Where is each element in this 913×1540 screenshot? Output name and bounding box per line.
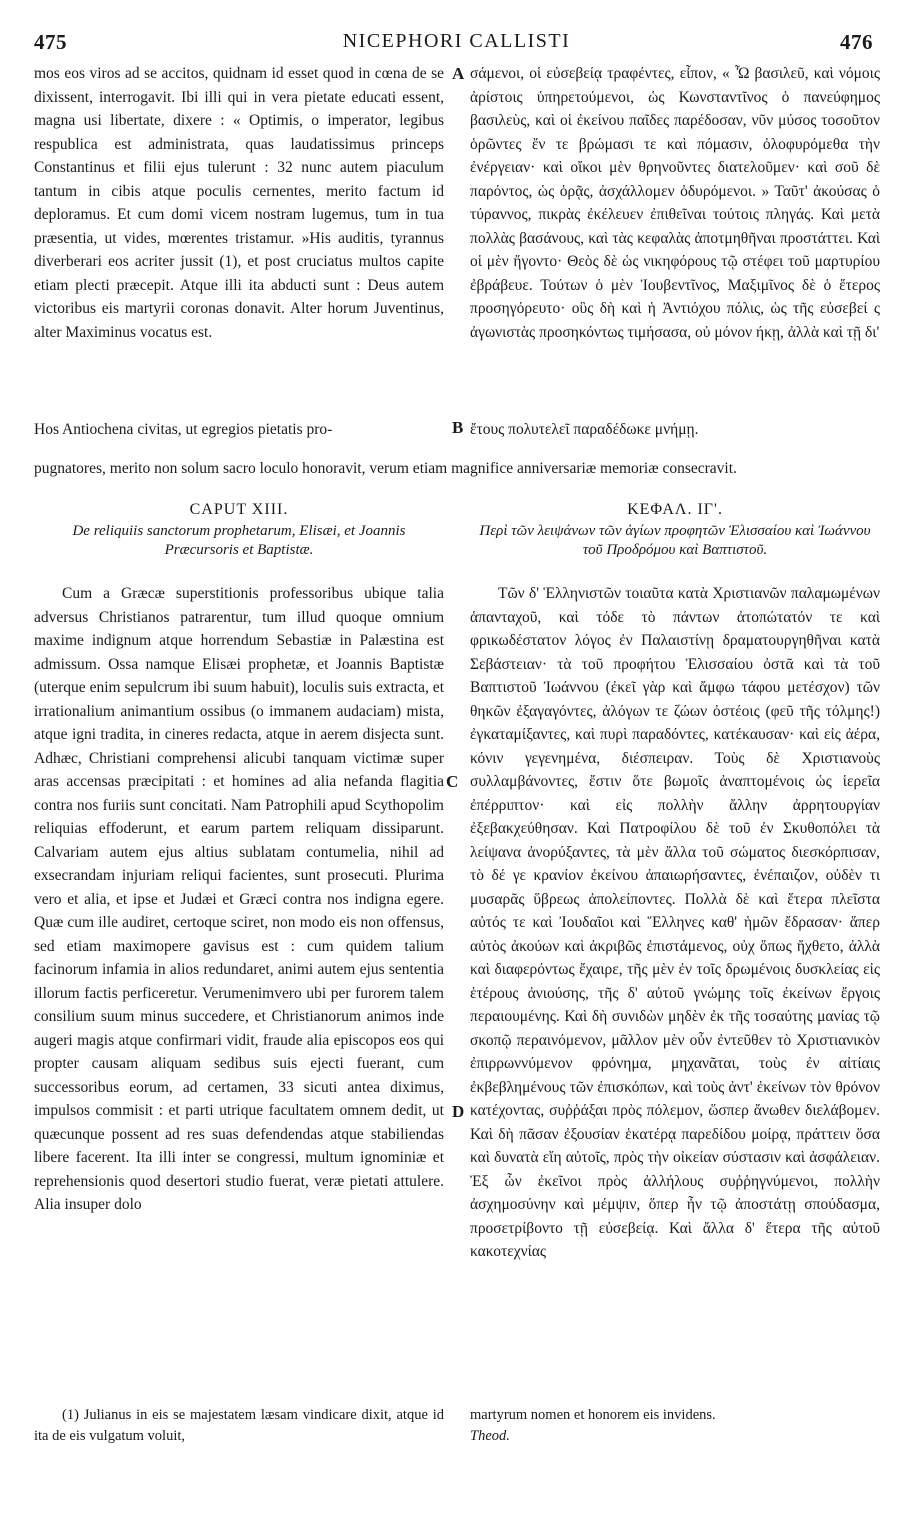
greek-top-text: σάμενοι, οἱ εὐσεβείᾳ τραφέντες, εἶπον, « Ὦ βασιλεῦ, καὶ νόμοις ἀρίστοις ὑπηρετούμενοι, ὡς Κωνσταντῖνος ὁ πανεύφημος βασιλεὺς, καὶ οἱ ἐκείνου παῖδες παρέδοσαν, νῦν μύσος τοσοῦτον ὁρῶντες ἔν τε βρώμασι τε καὶ πόμασιν, ὀλοφυρόμεθα τὴν ἐνέργειαν· καὶ οἴκοι μὲν θρηνοῦντες διατελοῦμεν· καὶ σοῦ δὲ παρόντος, ὡς ὁρᾷς, ἀσχάλλομεν ὀδυρόμενοι. » Ταῦτ' ἀκούσας ὁ τύραννος, πικρὰς ἐκέλευεν ἐπιθεῖναι τούτοις πληγάς. Καὶ μετὰ πολλὰς βασάνους, καὶ τὰς κεφαλὰς ἀποτμηθῆναι προστάττει. Καὶ οἱ μὲν ἤγοντο· Θεὸς δὲ ὡς νικηφόρους τῷ στέφει τοῦ μαρτυρίου ἐβράβευε. Τούτων ὁ μὲν Ἰουβεντῖνος, Μαξιμῖνος δὲ ὁ ἕτερος προσηγόρευτο· οὓς δὴ καὶ ἡ Ἀντιόχου πόλις, ὡς τῆς εὐσεβεί ς ἀγωνιστὰς προσηκόντως τιμήσασα, οὐ μόνον ήκῃ, ἀλλὰ καὶ τῇ δι' (470, 65, 880, 341)
latin-top-continuation-text: pugnatores, merito non solum sacro loculo honoravit, verum etiam magnifice anniversariæ memoriæ consecravit. (34, 459, 737, 477)
footnote-reference: Theod. (470, 1428, 510, 1444)
margin-letter-b: B (452, 418, 464, 437)
right-footnote (470, 1405, 880, 1447)
margin-letter-d: D (452, 1102, 465, 1121)
greek-chapter-title: ΚΕΦΑΛ. ΙΓ'. (627, 501, 723, 518)
page-number-right: 476 (840, 30, 873, 54)
latin-top-column (34, 62, 444, 417)
greek-body-text: Τῶν δ' Ἑλληνιστῶν τοιαῦτα κατὰ Χριστιανῶν παλαμωμένων ἁπανταχοῦ, καὶ τόδε τὸ πάντων ἀτοπώτατόν τε καὶ φρικωδέστατον λόγος ἐν Παλαιστίνῃ δραματουργηθῆναι κατὰ Σεβάστειαν· τὰ τοῦ προφήτου Ἐλισσαίου ὀστᾶ καὶ τὰ τοῦ Βαπτιστοῦ Ἰωάννου (ἐκεῖ γὰρ καὶ ἄμφω τάφου μετέσχον) τῶν θηκῶν ἐξαγαγόντες, ἀλόγων τε ζώων ὀστέοις (φεῦ τῆς τόλμης!) ἐγκαταμίξαντες, καὶ πυρὶ παραδόντες, κατέκαυσαν· καὶ εἰς ἀέρα, κόνιν γεγενημένα, διέσπειραν. Τοὺς δὲ Χριστιανοὺς συλλαμβάνοντες, ἔστιν ὅτε βωμοῖς ἀναπτομένοις ὡς ἱερεῖα ἐπέρριπτον· καὶ εἰς πολλὴν ἄλλην ἀρρητουργίαν ἐξεβακχεύθησαν. Καὶ Πατροφίλου δὲ τοῦ ἐν Σκυθοπόλει τὰ λείψανα ἀνορύξαντες, τὰ μὲν ἄλλα τοῦ σώματος διεσκόρπισαν, τὸ δέ γε κρανίον ἐκείνου ἀπαιωρήσαντες, ἐνέπαιζον, οὐδὲν τι μυσαρᾶς ὕβρεως ἀπολείποντες. Πολλὰ δὲ καὶ ἕτερα πλεῖστα αὐτός τε καὶ Ἰουδαῖοι καὶ Ἕλληνες καθ' ἡμῶν ἔδρασαν· ἅπερ αὐτὸς ἀκούων καὶ ἀκριβῶς ἐπιστάμενος, οὐχ ὅπως ἤχθετο, ἀλλὰ καὶ διαφερόντως ἔχαιρε, τῆς μὲν ἐν τοῖς δρωμένοις δυσκλείας εἰς ἑτέρους ἀνιούσης, τῆς δ' αὐτοῦ γνώμης τοῖς ἐκείνων ἔργοις περαιουμένης. Καὶ δὴ συνιδὼν μηδὲν ἐκ τῆς τοσαύτης μανίας τῷ σκοπῷ περαινόμενον, μᾶλλον μὲν οὖν ἐντεῦθεν τὸ Χριστιανικὸν ἐπιρρωννύμενον φρόνημα, μηχανᾶται, τοὺς ἐν αἰτίαις ἐκβεβλημένους τῶν ἐπισκόπων, καὶ τοὺς ἀντ' ἐκείνων τὸν θρόνον κατέχοντας, συῤῥάξαι πρὸς πόλεμον, ὥσπερ ἄνωθεν διελάβομεν. Καὶ δὴ πᾶσαν ἐξουσίαν ἑκατέρᾳ παρεδίδου μοίρᾳ, πράττειν ὅσα καὶ δυνατὰ εἴη αὐτοῖς, πρὸς τὴν οἰκείαν σύστασιν καὶ ἀσφάλειαν. Ἐξ ὧν ἐκεῖνοι πρὸς ἀλλήλους συῤῥηγνύμενοι, πολλὴν ἀσχημοσύνην καὶ μέμψιν, ὅπερ ἦν τῷ ἀποστάτῃ σπούδασμα, προσετρίβοντο τῇ εὐσεβείᾳ. Καὶ ἄλλα δ' ἕτερα τῆς αὐτοῦ κακοτεχνίας (470, 585, 880, 1260)
latin-body-text: Cum a Græcæ superstitionis professoribus ubique talia adversus Christianos patrarentur, tum illud quoque omnium maxime indignum atque horrendum Sebastiæ in Palæstina est admissum. Ossa namque Elisæi prophetæ, et Joannis Baptistæ (uterque enim sepulcrum ibi suum habuit), loculis suis extracta, et irrationalium animantium ossibus (o immanem audaciam) mista, atque igni tradita, in cineres redacta, atque in aerem disjecta sunt. Adhæc, Christiani comprehensi alicubi tanquam victimæ super aras accensas præcipitati : et homines ad alia nefanda flagitia contra nos furiis sunt concitati. Nam Patrophili apud Scythopolim reliquias effoderunt, et earum partem reliquam dissiparunt. Calvariam autem ejus altius sublatam contumelia, nihil ad exsecrandam injuriam reliqui facientes, sunt prosecuti. Plurima vero et alia, et ipse et Judæi et Græci contra nos indigna egere. Quæ cum ille audiret, certoque sciret, non modo eis non offensus, sed etiam maximopere gavisus est : cum quidem talium facinorum infamia in alios redundaret, animi autem ejus sententia illorum factis perficeretur. Verumenimvero ubi per furorem talem consilium suum minus succedere, et Christianorum animos inde augeri magis atque confirmari vidit, fraude alia episcopos eos qui propter causam aliquam sedibus suis ejecti fuerant, cum successoribus eorum, ad certamen, 33 sicuti antea diximus, impulsos commisit : et parti utrique facultatem omnem dedit, ut quæcunque possent ad res suas defendendas atque stabiliendas libere facerent. Ita illi inter se congressi, multum ignominiæ et reprehensionis quod desertori studio fuerat, veræ pietati attulere. Alia insuper dolo (34, 585, 444, 1213)
running-title: NICEPHORI CALLISTI (342, 30, 571, 52)
greek-top-column (470, 62, 880, 417)
margin-letter-a: A (452, 64, 465, 83)
right-footnote-text: martyrum nomen et honorem eis invidens. (470, 1407, 716, 1423)
latin-chapter-subtitle: De reliquiis sanctorum prophetarum, Elisæi, et Joannis Præcursoris et Baptistæ. (72, 522, 406, 558)
latin-top-text: mos eos viros ad se accitos, quidnam id esset quod in cœna de se dixissent, interrogavit. Ibi illi qui in vera pietate educati essent, magna usi libertate, dixere : « Optimis, o imperator, legibus respublica est administrata, quas laudatissimus princeps Constantinus et filii ejus tulerunt : 32 nunc autem piaculum tantum in cibis atque poculis cernentes, merito factum id deploramus. Et cum domi vicem nostram lugemus, tum in tua præsentia, ut vides, mœrentes tristamur. »His auditis, tyrannus diverberari eos acriter jussit (1), et post cruciatus multos capite etiam plecti præcepit. Atque illi ita abducti sunt : Deus autem victoribus eis martyrii coronas donavit. Alter horum Juventinus, alter Maximinus vocatus est. (34, 65, 444, 341)
greek-chapter-subtitle: Περὶ τῶν λειψάνων τῶν ἁγίων προφητῶν Ἐλισσαίου καὶ Ἰωάννου τοῦ Προδρόμου καὶ Βαπτιστοῦ. (479, 522, 871, 558)
latin-top-last-line (34, 418, 444, 442)
greek-top-last-line (470, 418, 880, 442)
greek-top-last-text: ἔτους πολυτελεῖ παραδέδωκε μνήμῃ. (470, 421, 699, 438)
greek-chapter-heading (470, 498, 880, 560)
latin-top-continuation (34, 441, 880, 489)
latin-chapter-heading (34, 498, 444, 560)
margin-letter-c: C (446, 772, 459, 791)
latin-footnote (34, 1405, 444, 1447)
latin-body-column (34, 582, 444, 1382)
latin-footnote-text: (1) Julianus in eis se majestatem læsam vindicare dixit, atque id ita de eis vulgatum voluit, (34, 1407, 444, 1444)
greek-body-column (470, 582, 880, 1397)
latin-chapter-title: CAPUT XIII. (189, 501, 289, 518)
page-number-left: 475 (34, 30, 67, 54)
latin-top-last-text: Hos Antiochena civitas, ut egregios pietatis pro- (34, 421, 333, 438)
